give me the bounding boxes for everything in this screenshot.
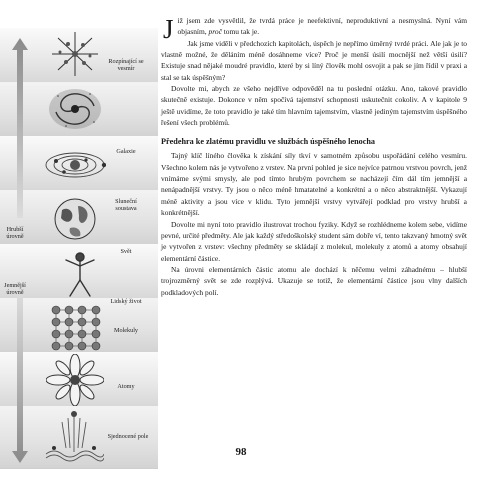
- drop-cap: J: [163, 14, 174, 44]
- layer-label-molecules: Molekuly: [113, 327, 139, 334]
- paragraph: Jak jsme viděli v předchozích kapitolách, úspěch je nepřímo úměrný tvrdé práci. Ale jak je to vlastně možné, že děláním méně dosáhneme více? Proč je menší úsilí mocnější než větší úsilí? Existuje snad nějaké moudré pravidlo, které by si líný člověk mohl osvojit a pak se jím řídil v praxi a stal se tak úspěšným?: [161, 38, 467, 82]
- atom-icon: [46, 354, 104, 411]
- human-figure-icon: [60, 250, 100, 305]
- paragraph-text: iž jsem zde vysvětlil, že tvrdá práce je neefektivní, neproduktivní a nesmyslná. Nyní vám objasním,: [177, 16, 467, 37]
- galaxy-icon: [46, 84, 104, 139]
- unified-field-icon: [44, 408, 104, 469]
- paragraph: [161, 14, 467, 44]
- paragraph: Tajný klíč líného člověka k získání síly tkví v samotném způsobu uspořádání celého vesmíru. Všechno kolem nás je vytvořeno z vrstev. Na první pohled je sice nejvíce patrnou vrstvou povrch, jenž vnímáme svými smysly, ale pod tímto hrubým povrchem se nacházejí čím dál tím jemnější a nenápadnější vrstvy. Ty jsou o něco méně hmatatelné a konkrétní a o něco abstraktnější. Vykazují méně aktivity a jsou více v klidu. Tyto jemnější vrstvy vytvářejí podklad pro vrstvy hrubší a konkrétnější.: [161, 151, 467, 218]
- page-number: 98: [235, 446, 247, 458]
- section-heading: Předehra ke zlatému pravidlu ve službách úspěšného lenocha: [161, 137, 376, 147]
- layer-label-unified-field: Sjednocené pole: [107, 433, 149, 440]
- main-text-column: [161, 15, 467, 298]
- layer-label-world: Svět: [120, 248, 132, 255]
- up-arrow-icon: [12, 38, 28, 218]
- expanding-universe-icon: [48, 30, 102, 83]
- layer-label-solar-system: Sluneční soustava: [115, 198, 137, 212]
- layers-illustration-strip: [0, 28, 158, 468]
- down-arrow-icon: [12, 293, 28, 463]
- paragraph-text: tomu tak je.: [221, 27, 260, 37]
- layer-label-atoms: Atomy: [117, 383, 135, 390]
- paragraph: Na úrovni elementárních částic atomu ale dochází k něčemu velmi záhadnému – hlubší trojrozměrný svět se zde rozplývá. Ukazuje se totiž, že elementární částice jsou vlny dalších podkladových polí.: [161, 264, 467, 297]
- paragraph: Dovolte mi, abych ze všeho nejdříve odpověděl na tu poslední otázku. Ano, takové pravidlo skutečně existuje. Dokonce v něm spočívá tajemství schopnosti uskutečnit cokoliv. A v kapitole 9 ještě uvidíme, že toto pravidlo je také tím hlavním tajemstvím, vlastně jediným tajemstvím úspěšného řešení všech problémů.: [161, 84, 467, 128]
- coarser-levels-label: Hrubší úrovně: [6, 226, 24, 240]
- solar-system-icon: [44, 140, 106, 195]
- paragraph: Dovolte mi nyní toto pravidlo ilustrovat trochou fyziky. Když se rozhlédneme kolem sebe, vidíme pevné, určité předměty. Ale jak každý středoškolský student sám dobře ví, tento takzvaný hmotný svět je vytvořen z vrstev: všechny předměty se skládají z molekul, molekuly z atomů a atomy obsahují elementární částice.: [161, 219, 467, 263]
- layer-label-galaxy: Galaxie: [116, 148, 136, 155]
- emphasis-text: proč: [208, 27, 222, 37]
- finer-levels-label: Jemnější úrovně: [4, 282, 26, 296]
- molecules-icon: [48, 302, 104, 357]
- globe-icon: [52, 196, 98, 247]
- layer-label-universe: Rozpínající se vesmír: [108, 58, 144, 72]
- layer-label-human-life: Lidský život: [110, 298, 142, 305]
